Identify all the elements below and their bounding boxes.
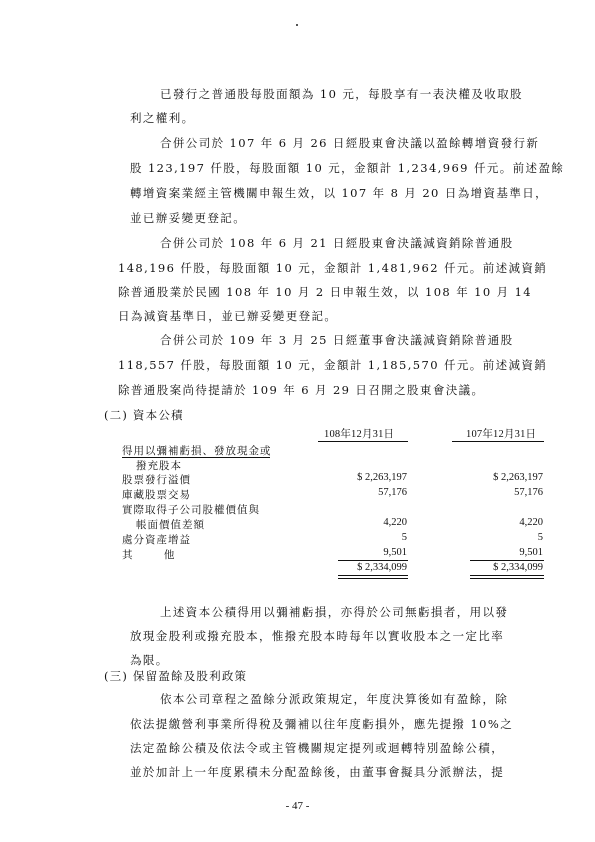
subtotal-rule <box>470 560 544 561</box>
section-heading: (三) 保留盈餘及股利政策 <box>104 669 248 683</box>
table-row-label: 庫藏股票交易 <box>122 489 191 501</box>
paragraph-line: 已發行之普通股每股面額為 10 元，每股享有一表決權及收取股 <box>160 87 523 101</box>
scan-speck <box>296 24 298 26</box>
table-cell-107: 9,501 <box>519 547 543 558</box>
paragraph-line: 118,557 仟股，每股面額 10 元，金額計 1,185,570 仟元。前述減資銷 <box>118 358 548 372</box>
paragraph-line: 日為減資基準日，並已辦妥變更登記。 <box>118 309 338 323</box>
paragraph-line: 放現金股利或撥充股本，惟撥充股本時每年以實收股本之一定比率 <box>130 629 505 643</box>
subtotal-rule <box>338 560 408 561</box>
table-cell-107: 4,220 <box>519 517 543 528</box>
paragraph-line: 轉增資案業經主管機關申報生效，以 107 年 8 月 20 日為增資基準日， <box>130 186 549 200</box>
table-row-label: 實際取得子公司股權價值與 <box>122 504 260 516</box>
table-cell-107: 5 <box>537 532 543 543</box>
page-number: - 47 - <box>285 800 310 812</box>
paragraph-line: 合併公司於 108 年 6 月 21 日經股東會決議減資銷除普通股 <box>160 236 514 250</box>
paragraph-line: 利之權利。 <box>130 111 195 125</box>
paragraph-line: 依法提繳營利事業所得稅及彌補以往年度虧損外，應先提撥 10%之 <box>130 717 514 731</box>
table-row-label: 其 他 <box>122 549 189 561</box>
total-double-rule <box>338 575 408 579</box>
column-header-107: 107年12月31日 <box>466 429 537 440</box>
paragraph-line: 合併公司於 107 年 6 月 26 日經股東會決議以盈餘轉增資發行新 <box>160 136 540 150</box>
paragraph-line: 148,196 仟股，每股面額 10 元，金額計 1,481,962 仟元。前述減資銷 <box>118 261 548 275</box>
column-header-108: 108年12月31日 <box>324 429 395 440</box>
total-double-rule <box>470 575 544 579</box>
header-rule <box>452 441 544 442</box>
table-cell-107: 57,176 <box>514 487 543 498</box>
paragraph-line: 並於加計上一年度累積未分配盈餘後，由董事會擬具分派辦法，提 <box>130 765 505 779</box>
paragraph-line: 股 123,197 仟股，每股面額 10 元，金額計 1,234,969 仟元。前述盈餘 <box>130 161 565 175</box>
table-cell-108: 57,176 <box>378 487 407 498</box>
paragraph-line: 合併公司於 109 年 3 月 25 日經董事會決議減資銷除普通股 <box>160 333 514 347</box>
group-label: 得用以彌補虧損、發放現金或 <box>122 445 272 457</box>
table-row-label: 帳面價值差額 <box>136 519 205 531</box>
paragraph-line: 上述資本公積得用以彌補虧損，亦得於公司無虧損者，用以發 <box>160 605 509 619</box>
table-total-107: $ 2,334,099 <box>493 562 543 573</box>
section-heading: (二) 資本公積 <box>104 408 184 422</box>
table-cell-108: 5 <box>401 532 407 543</box>
paragraph-line: 為限。 <box>130 653 169 667</box>
paragraph-line: 依本公司章程之盈餘分派政策規定，年度決算後如有盈餘，除 <box>160 692 509 706</box>
table-row-label: 股票發行溢價 <box>122 474 191 486</box>
table-cell-107: $ 2,263,197 <box>493 472 543 483</box>
table-row-label: 處分資產增益 <box>122 534 191 546</box>
paragraph-line: 並已辦妥變更登記。 <box>130 211 247 225</box>
table-cell-108: 4,220 <box>383 517 407 528</box>
table-cell-108: $ 2,263,197 <box>357 472 407 483</box>
table-cell-108: 9,501 <box>383 547 407 558</box>
paragraph-line: 除普通股業於民國 108 年 10 月 2 日申報生效，以 108 年 10 月 14 <box>118 285 533 299</box>
group-label: 撥充股本 <box>136 460 182 472</box>
table-total-108: $ 2,334,099 <box>357 562 407 573</box>
paragraph-line: 除普通股案尚待提請於 109 年 6 月 29 日召開之股東會決議。 <box>118 383 485 397</box>
header-rule <box>318 441 408 442</box>
paragraph-line: 法定盈餘公積及依法令或主管機關規定提列或迴轉特別盈餘公積， <box>130 741 505 755</box>
